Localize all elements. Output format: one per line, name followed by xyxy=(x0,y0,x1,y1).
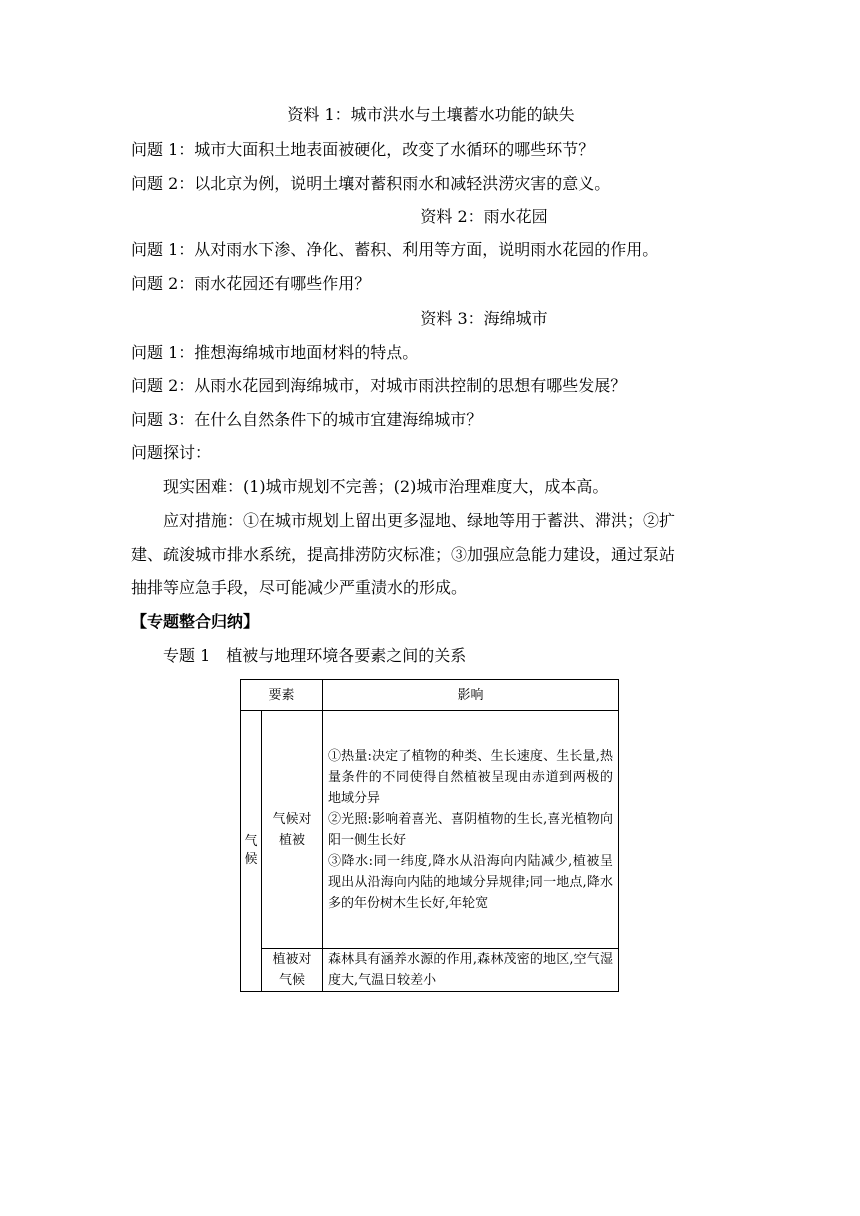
material-1-heading: 资料 1：城市洪水与土壤蓄水功能的缺失 xyxy=(287,105,575,124)
material-3-question-2: 问题 2：从雨水花园到海绵城市，对城市雨洪控制的思想有哪些发展？ xyxy=(131,376,627,395)
row-label-cell xyxy=(262,949,323,992)
group-label: 气候 xyxy=(244,833,258,867)
material-2-question-1: 问题 1：从对雨水下渗、净化、蓄积、利用等方面，说明雨水花园的作用。 xyxy=(131,240,659,259)
row-2-label: 植被对气候 xyxy=(272,952,312,988)
material-1-question-2: 问题 2：以北京为例，说明土壤对蓄积雨水和减轻洪涝灾害的意义。 xyxy=(131,174,611,193)
material-2-question-2: 问题 2：雨水花园还有哪些作用？ xyxy=(131,274,371,293)
group-label-cell xyxy=(241,711,262,992)
header-element: 要素 xyxy=(241,680,323,711)
row-1-effect: ①热量:决定了植物的种类、生长速度、生长量,热量条件的不同使得自然植被呈现由赤道到两极的地域分异 ②光照:影响着喜光、喜阴植物的生长,喜光植物向阳一侧生长好 ③降水:同一纬度,降水从沿海向内陆减少,植被呈现出从沿海向内陆的地域分异规律;同一地点,降水多的年份树木生长好,年轮宽 xyxy=(323,711,619,949)
table-row xyxy=(241,711,619,949)
material-1-question-1: 问题 1：城市大面积土地表面被硬化，改变了水循环的哪些环节？ xyxy=(131,140,595,159)
material-3-heading: 资料 3：海绵城市 xyxy=(420,309,548,328)
topic-title: 专题 1 植被与地理环境各要素之间的关系 xyxy=(163,646,467,665)
discussion-difficulty: 现实困难：(1)城市规划不完善；(2)城市治理难度大，成本高。 xyxy=(163,477,609,496)
row-2-effect: 森林具有涵养水源的作用,森林茂密的地区,空气湿度大,气温日较差小 xyxy=(323,949,619,992)
discussion-label: 问题探讨： xyxy=(131,443,212,462)
header-effect: 影响 xyxy=(323,680,619,711)
row-1-label: 气候对植被 xyxy=(272,811,312,848)
material-2-heading: 资料 2：雨水花园 xyxy=(420,207,548,226)
material-3-question-1: 问题 1：推想海绵城市地面材料的特点。 xyxy=(131,343,419,362)
row-label-cell xyxy=(262,711,323,949)
material-3-question-3: 问题 3：在什么自然条件下的城市宜建海绵城市？ xyxy=(131,410,483,429)
vegetation-relationship-table xyxy=(240,679,619,992)
table-header-row xyxy=(241,680,619,711)
table-row xyxy=(241,949,619,992)
summary-heading: 【专题整合归纳】 xyxy=(131,612,260,631)
discussion-measures-line-2: 建、疏浚城市排水系统，提高排涝防灾标准；③加强应急能力建设，通过泵站 xyxy=(131,545,676,564)
discussion-measures-line-1: 应对措施：①在城市规划上留出更多湿地、绿地等用于蓄洪、滞洪；②扩 xyxy=(163,511,676,530)
discussion-measures-line-3: 抽排等应急手段，尽可能减少严重渍水的形成。 xyxy=(131,578,468,597)
